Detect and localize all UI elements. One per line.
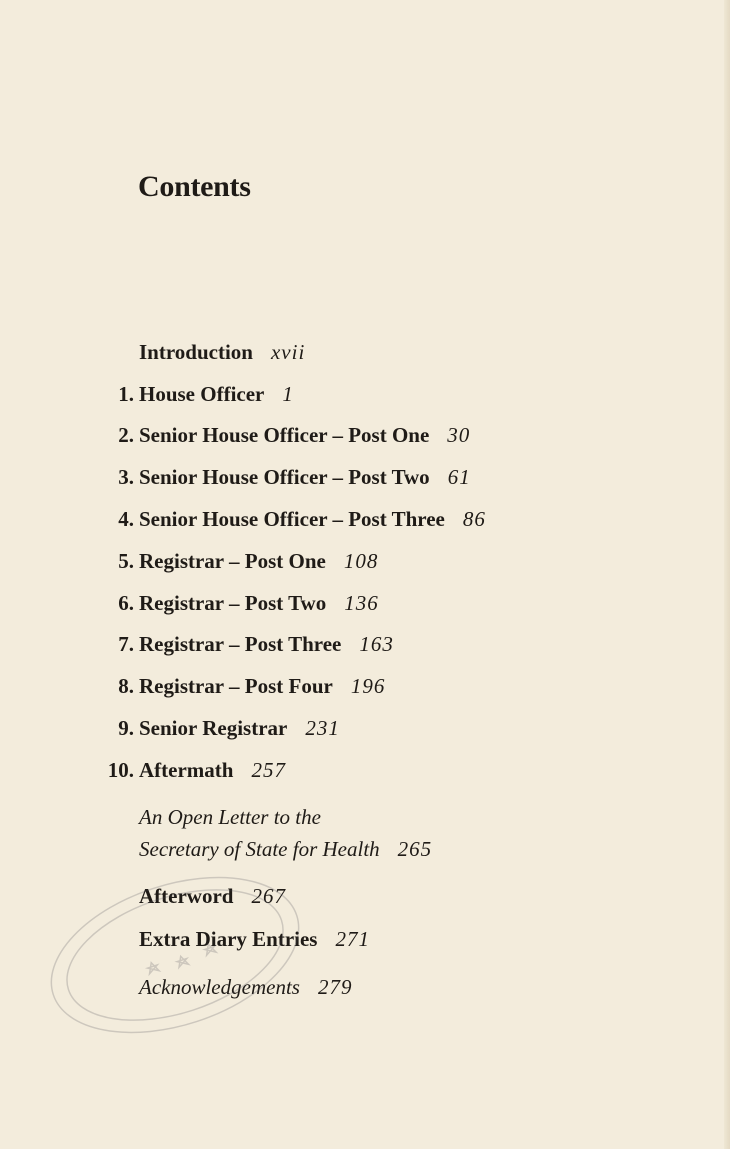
entry-page: 163	[359, 632, 394, 656]
entry-title-text: Extra Diary Entries	[139, 927, 318, 951]
entry-page: 271	[335, 927, 370, 951]
entry-page: 196	[350, 674, 386, 698]
entry-title-text: Introduction	[139, 340, 253, 364]
entry-title-text: Registrar – Post Three	[139, 632, 342, 656]
entry-title: An Open Letter to the	[139, 805, 321, 829]
entry-number: 4.	[118, 507, 134, 531]
entry-title-text: Aftermath	[139, 758, 234, 782]
entry-number: 7.	[118, 632, 134, 656]
entry-title	[139, 714, 340, 742]
entry-number: 1.	[118, 382, 134, 406]
entry-page: 86	[462, 507, 486, 531]
entry-title-text: Registrar – Post One	[139, 549, 326, 573]
entry-title	[139, 672, 385, 700]
entry-page: 265	[397, 837, 433, 861]
page-edge	[724, 0, 730, 1149]
entry-title	[139, 338, 305, 366]
entry-page: 257	[251, 758, 286, 782]
entry-title	[139, 756, 286, 784]
entry-title	[139, 835, 432, 863]
entry-title	[139, 589, 379, 617]
entry-number: 3.	[118, 465, 134, 489]
entry-title-text: Registrar – Post Four	[139, 674, 333, 698]
entry-title-text: Registrar – Post Two	[139, 591, 327, 615]
entry-title-text: Senior House Officer – Post Three	[139, 507, 445, 531]
entry-title	[139, 421, 470, 449]
entry-title	[139, 463, 471, 491]
entry-number: 8.	[118, 674, 134, 698]
entry-title-text: Senior House Officer – Post Two	[139, 465, 430, 489]
entry-title-text: Secretary of State for Health	[139, 837, 380, 861]
entry-number: 6.	[118, 591, 134, 615]
entry-page: 231	[305, 716, 340, 740]
entry-page: xvii	[270, 340, 306, 364]
entry-number: 5.	[118, 549, 134, 573]
page-title: Contents	[138, 170, 251, 203]
entry-title-text: Acknowledgements	[139, 975, 300, 999]
entry-title-text: Senior House Officer – Post One	[139, 423, 430, 447]
entry-page: 267	[251, 884, 286, 908]
entry-page: 1	[282, 382, 294, 406]
entry-title-text: House Officer	[139, 382, 265, 406]
entry-title-text: Senior Registrar	[139, 716, 288, 740]
entry-page: 30	[447, 423, 471, 447]
entry-page: 108	[343, 549, 379, 573]
entry-title	[139, 505, 486, 533]
entry-page: 61	[447, 465, 471, 489]
entry-number: 10.	[107, 758, 134, 782]
entry-number: 2.	[118, 423, 134, 447]
entry-number: 9.	[118, 716, 134, 740]
entry-page: 279	[317, 975, 353, 999]
entry-title	[139, 547, 378, 575]
entry-title-text: Afterword	[139, 884, 234, 908]
entry-title	[139, 380, 294, 408]
import-stamp-watermark	[40, 870, 310, 1040]
entry-page: 136	[344, 591, 379, 615]
entry-title	[139, 630, 394, 658]
